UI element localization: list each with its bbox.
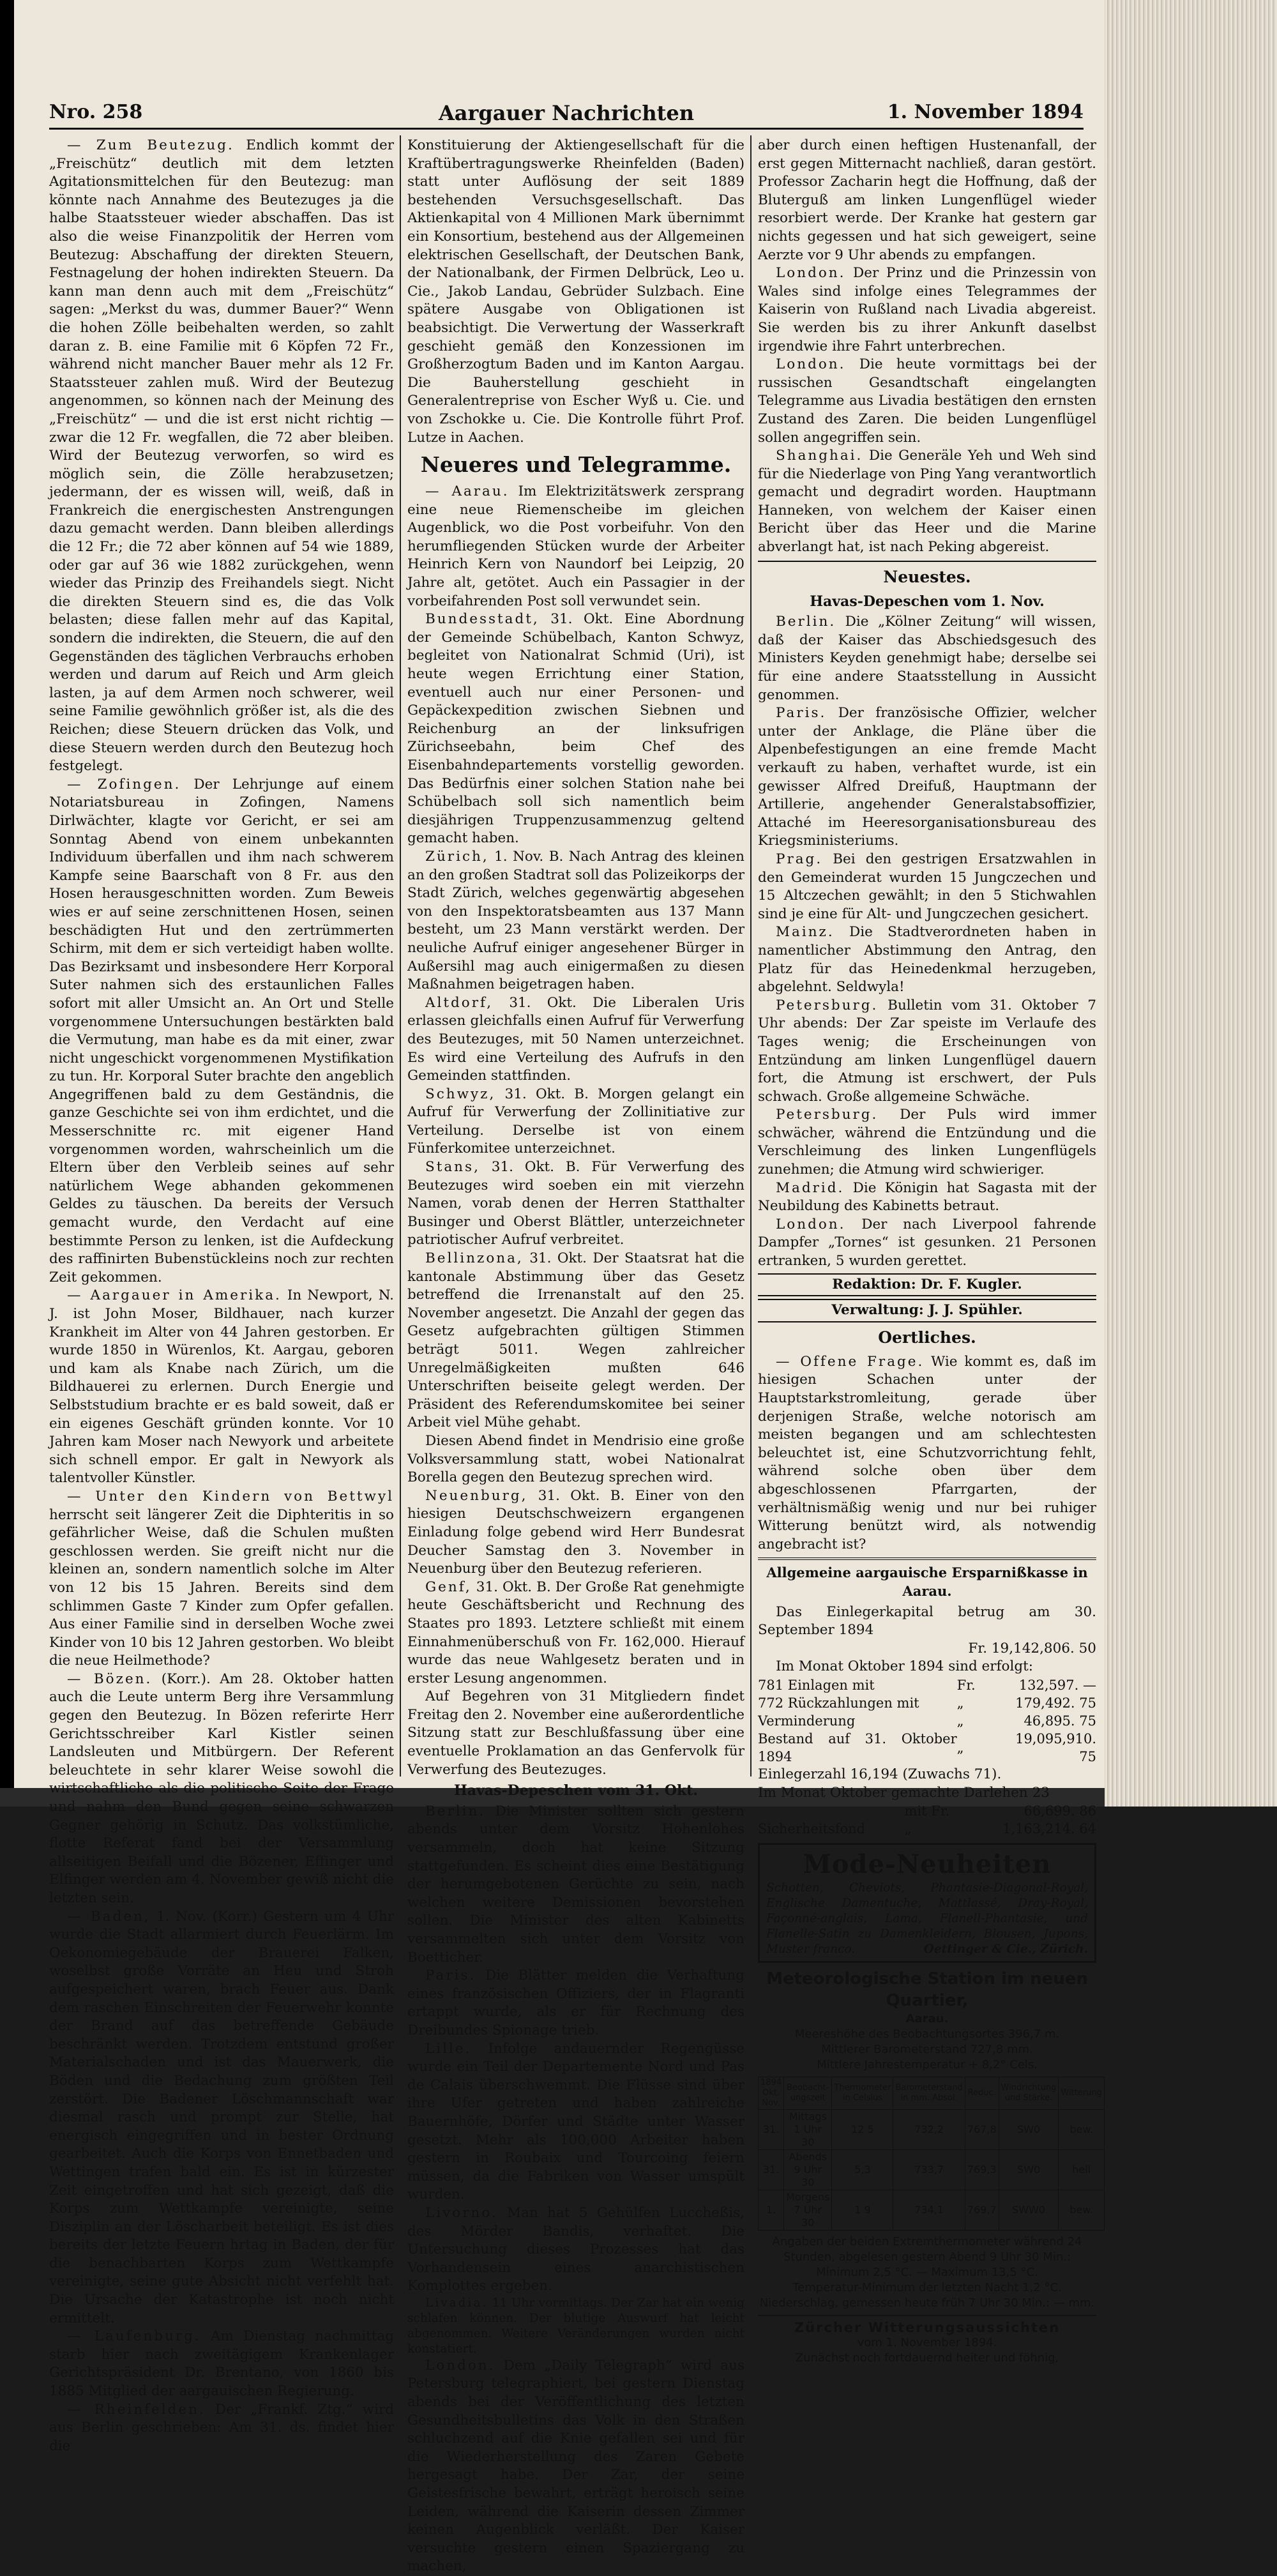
weather-footer: Angaben der beiden Extremthermometer während 24 Stunden, abgelesen gestern Abend 9 Uhr 30 Min.: (772, 2235, 1082, 2264)
weather-temp: 1 9 (832, 2190, 893, 2231)
bank-title: Allgemeine aargauische Ersparnißkasse in Aarau. (766, 1565, 1088, 1599)
bank-value: 1,163,214. 64 (1002, 1821, 1096, 1837)
news-text: Die „Kölner Zeitung“ will wissen, daß der Kaiser das Abschiedsgesuch des Ministers Keyden genehmigt habe; derselbe sei für eine andere Staatsstellung in Aussicht genommen. (758, 614, 1096, 703)
weather-col-wind: Windrichtung und Stärke. (999, 2077, 1059, 2110)
weather-wx: hell (1059, 2150, 1104, 2190)
section-heading-latest: Neuestes. (883, 567, 971, 586)
news-text: Auf Begehren von 31 Mitgliedern findet Freitag den 2. November eine außerordentliche Sitzung statt zur Beschlußfassung über eine eventuelle Proklamation an das Genfervolk für Verwerfung des Beutezuges. (407, 1688, 744, 1778)
news-text: Die Generäle Yeh und Weh sind für die Niederlage von Ping Yang verantwortlich gemacht und degradirt worden. Hauptmann Hanneken, von welchem der Kaiser einen Bericht über das Heer und die Marine abverlangt hat, ist nach Peking abgereist. (758, 448, 1096, 556)
news-item (758, 851, 1096, 923)
news-text: Dem „Daily Telegraph“ wird aus Petersburg telegraphiert, bei gestern Dienstag abends bei der Veröffentlichung des letzten Gesundheitsbulletins das Volk in den Straßen schluchzend auf die Knie gefallen sei und für die Wiederherstellung des Zaren Gebete hergesagt habe. Der Zar, der seine Geistesfrische bewahrt, erträgt heroisch seine Leiden, während die Kaiserin dessen Zimmer keinen Augenblick verläßt. Der Kaiser versuchte gestern einen Spaziergang zu machen, (407, 2357, 744, 2575)
bank-line: Im Monat Oktober 1894 sind erfolgt: (776, 1658, 1033, 1675)
weather-title: Meteorologische Station im neuen Quartier, (766, 1969, 1088, 2011)
weather-footer: Niederschlag, gemessen heute früh 7 Uhr 30 Min.: — mm. (759, 2296, 1095, 2310)
subheading-havas-1-nov: Havas-Depeschen vom 1. Nov. (810, 593, 1045, 610)
weather-wind: SWW0 (999, 2190, 1059, 2231)
weather-col-wx: Witterung (1059, 2077, 1104, 2110)
column-3 (758, 137, 1102, 2366)
news-text: 31. Okt. B. Einer von den hiesigen Deutschschweizern ergangenen Einladung folge gebend wird Herr Bundesrat Deucher Samstag den 3. November in Neuenburg über den Beutezug referieren. (407, 1487, 744, 1577)
bank-row (758, 1676, 1096, 1694)
news-keyword: London. (776, 1216, 846, 1232)
article-text: Der Lehrjunge auf einem Notariatsbureau in Zofingen, Namens Dirlwächter, klagte vor Gericht, er sei am Sonntag Abend von einem unbekannten Individuum überfallen und ihm nach schwerem Kampfe seine Baarschaft von 8 Fr. aus den Hosen herausgeschnitten worden. Zum Beweis wies er auf seine zerschnittenen Hosen, seinen beschädigten Hut und den zertrümmerten Schirm, mit dem er sich verteidigt haben wollte. Das Bezirksamt und insbesondere Herr Korporal Suter nahmen sich des erstaunlichen Falles sofort mit aller Umsicht an. An Ort und Stelle vorgenommene Untersuchungen bestärkten bald die Vermutung, man habe es da mit einer, zwar nicht ungeschickt vorgenommenen Mystifikation zu tun. Hr. Korporal Suter brachte den angeblich Angegriffenen bald zu dem Geständnis, die ganze Geschichte sei von ihm erdichtet, und die Messerschnitte rc. mit eigener Hand vorgenommen worden, wahrscheinlich um die Eltern über den Verbleib seines auf sehr natürlichem Wege abhanden gekommenen Geldes zu täuschen. Da bereits der Versuch gemacht wurde, den Verdacht auf eine bestimmte Person zu lenken, ist die Aufdeckung des raffinirten Bubenstückleins noch zur rechten Zeit gekommen. (49, 776, 394, 1285)
article-keyword: — Zofingen. (67, 776, 181, 792)
news-item (407, 1688, 744, 1779)
news-keyword: Paris. (425, 1967, 476, 1984)
local-keyword: — Offene Frage. (776, 1353, 925, 1370)
divider (758, 1557, 1096, 1560)
ad-sample-note: Muster franco. (766, 1943, 856, 1957)
forecast-text: Zunächst noch fortdauernd heiter und föhnig, (795, 2351, 1059, 2365)
article-zofingen (49, 776, 394, 1287)
article-keyword: — Rheinfelden. (67, 2401, 206, 2418)
bank-line: Das Einlegerkapital betrug am 30. September 1894 (758, 1603, 1096, 1639)
bank-value: 19,095,910. 75 (1015, 1731, 1096, 1764)
bank-value: 179,492. 75 (1015, 1695, 1096, 1711)
local-item (758, 1353, 1096, 1554)
bank-label (758, 1802, 904, 1820)
news-keyword: Mainz. (776, 924, 835, 941)
divider (758, 561, 1096, 562)
section-heading-local: Oertliches. (878, 1328, 976, 1347)
bank-row (758, 1820, 1096, 1838)
weather-abs: 732,2 (893, 2110, 965, 2150)
subheading-havas-31-okt: Havas-Depeschen vom 31. Okt. (453, 1782, 699, 1799)
ad-body (766, 1881, 1088, 1957)
divider (758, 2315, 1096, 2316)
weather-col-time: Beobacht-ungszeit (784, 2077, 832, 2110)
news-keyword: London. (776, 265, 846, 282)
ad-title: Mode-Neuheiten (803, 1849, 1052, 1880)
news-text: 31. Okt. Eine Abordnung der Gemeinde Schübelbach, Kanton Schwyz, begleitet von Nationalrat Schmid (Uri), ist heute wegen Errichtung einer Station, eventuell auch nur einer Personen- und Gepäckexpedition zwischen Siebnen und Reichenburg an der linksufrigen Zürichseebahn, beim Chef des Eisenbahndepartements vorstellig geworden. Das Bedürfnis einer solchen Station nahe bei Schübelbach soll sich namentlich beim diesjährigen Truppenzusammenzug geltend gemacht haben. (407, 611, 744, 847)
news-keyword: Petersburg. (776, 1107, 879, 1123)
weather-report (758, 1968, 1102, 2366)
article-keyword: — Unter den Kindern von Bettwyl (67, 1488, 394, 1504)
book-page-edges (1105, 0, 1277, 1807)
news-item (758, 1179, 1096, 1216)
news-keyword: Prag. (776, 851, 823, 867)
weather-day: 1. (759, 2190, 784, 2231)
news-text: 11 Uhr vormittags. Der Zar hat ein wenig schlafen können. Der blutige Auswurf hat leicht abgenommen. Weitere Veränderungen wurden nicht konstatiert. (407, 2296, 744, 2356)
bank-currency: „ (956, 1695, 964, 1711)
news-text: Die Minister sollten sich gestern abends unter dem Vorsitz Hohenlohes versammeln, doch hat keine Sitzung stattgefunden. Es scheint dies eine Bestätigung der herumgebotenen Gerüchte zu sein, nach welchen weitere Demissionen bevorstehen sollen. Die Minister des alten Kabinetts versammelten sich unter dem Vorsitz von Boetticher. (407, 1803, 744, 1966)
news-item (758, 356, 1096, 447)
news-item (407, 2296, 744, 2357)
column-rule (750, 135, 752, 1777)
news-text: Der Prinz und die Prinzessin von Wales sind infolge eines Telegrammes der Kaiserin von Rußland nach Livadia abgereist. Sie werden bis zu ihrer Ankunft daselbst irgendwie ihre Fahrt unterbrechen. (758, 265, 1096, 354)
bank-label: 772 Rückzahlungen mit (758, 1695, 919, 1711)
administration-credit: Verwaltung: J. J. Spühler. (758, 1299, 1096, 1322)
article-laufenburg (49, 2328, 394, 2400)
news-keyword: Schwyz, (425, 1086, 496, 1102)
article-rheinfelden (49, 2401, 394, 2456)
news-text: 31. Okt. B. Der Große Rat genehmigte heute Geschäftsbericht und Rechnung des Staates pro 1893. Letztere schließt mit einem Einnahmenüberschuß von Fr. 162,000. Hierauf wurde das neue Wahlgesetz beraten und in erster Lesung angenommen. (407, 1579, 744, 1686)
news-text: 1. Nov. B. Nach Antrag des kleinen an den großen Stadtrat soll das Polizeikorps der Stadt Zürich, welches gegenwärtig abgesehen von den Inspektoratsbeamten aus 137 Mann besteht, um 23 Mann verstärkt werden. Der neuliche Aufruf einiger angesehener Bürger in Außersihl mag auch einigermaßen zu diesen Maßnahmen beigetragen haben. (407, 848, 744, 993)
news-item (407, 848, 744, 994)
news-text: Der nach Liverpool fahrende Dampfer „Tornes“ ist gesunken. 21 Personen ertranken, 5 wurden gerettet. (758, 1216, 1096, 1269)
weather-place: Aarau. (905, 2012, 949, 2026)
weather-time: Mittags 1 Uhr 30 (784, 2110, 832, 2150)
weather-footer: Temperatur-Minimum der letzten Nacht 1,2 °C. (792, 2281, 1062, 2295)
news-text: 31. Okt. Die Liberalen Uris erlassen gleichfalls einen Aufruf für Verwerfung des Beutezuges, mit 50 Namen unterzeichnet. Es wird eine Verteilung des Aufrufs in den Gemeinden stattfinden. (407, 994, 744, 1084)
weather-wind: SW0 (999, 2110, 1059, 2150)
article-text: Am Dienstag nachmittag starb hier nach zweitägigem Krankenlager Gerichtspräsident Dr. Brentano, von 1860 bis 1885 Mitglied der aargauischen Regierung. (49, 2328, 394, 2400)
news-keyword: Lille. (425, 2040, 472, 2057)
news-item (758, 997, 1096, 1107)
bank-currency: Fr. (956, 1677, 976, 1693)
weather-abs: 734,1 (893, 2190, 965, 2231)
weather-day: 31. (759, 2110, 784, 2150)
news-item (758, 447, 1096, 557)
news-item (407, 1579, 744, 1688)
news-text: Im Elektrizitätswerk zersprang eine neue Riemenscheibe im gleichen Augenblick, wo die Post vorbeifuhr. Von den herumfliegenden Stücken wurde der Arbeiter Heinrich Kern von Naundorf bei Leipzig, 20 Jahre alt, getötet. Auch ein Passagier in der vorbeifahrenden Post soll verwundet sein. (407, 483, 744, 609)
weather-line: Mittlere Jahrestemperatur + 8,2° Cels. (817, 2058, 1038, 2072)
weather-line: Mittlerer Barometerstand 727,8 mm. (821, 2043, 1033, 2057)
news-item (407, 2357, 744, 2576)
weather-wx: bew. (1059, 2190, 1104, 2231)
news-item (758, 1106, 1096, 1179)
newspaper-name: Aargauer Nachrichten (438, 101, 695, 125)
bank-line: Im Monat Oktober gemachte Darlehen 23 (758, 1784, 1050, 1801)
weather-wind: SW0 (999, 2150, 1059, 2190)
weather-row (759, 2110, 1105, 2150)
bank-value: 132,597. — (1018, 1677, 1096, 1693)
bank-loan-figures (758, 1802, 1096, 1838)
bank-row (758, 1712, 1096, 1730)
news-text: Die heute vormittags bei der russischen Gesandtschaft eingelangten Telegramme aus Livadia bestätigen den ernsten Zustand des Zaren. Die beiden Lungenflügel sollen angegriffen sein. (758, 356, 1096, 446)
masthead (49, 101, 1084, 130)
editor-credit: Redaktion: Dr. F. Kugler. (758, 1273, 1096, 1297)
issue-number: Nro. 258 (49, 101, 143, 123)
news-item (758, 704, 1096, 851)
advertisement (758, 1843, 1096, 1963)
news-text: Die Stadtverordneten haben in namentlicher Abstimmung den Antrag, den Platz für das Heinedenkmal herzugeben, abgelehnt. Seldwyla! (758, 924, 1096, 996)
news-text: Bulletin vom 31. Oktober 7 Uhr abends: Der Zar speiste im Verlaufe des Tages wenig; die Erscheinungen von Entzündung am linken Lungenflügel dauern fort, die Atmung ist erschwert, der Puls schwach. Große allgemeine Schwäche. (758, 997, 1096, 1105)
article-continuation: Konstituierung der Aktiengesellschaft für die Kraftübertragungswerke Rheinfelden (Baden) statt unter Auflösung der seit 1889 bestehenden Versuchsgesellschaft. Das Aktienkapital von 4 Millionen Mark übernimmt ein Konsortium, bestehend aus der Allgemeinen elektrischen Gesellschaft, der Deutschen Bank, der Nationalbank, der Firmen Delbrück, Leo u. Cie., Jakob Landau, Gebrüder Sulzbach. Eine spätere Ausgabe von Obligationen ist beabsichtigt. Die Verwertung der Wasserkraft geschieht gemäß den Konzessionen im Großherzogtum Baden und im Kanton Aargau. Die Bauherstellung geschieht in Generalentreprise von Escher Wyß u. Cie. und von Zschokke u. Cie. Die Kontrolle führt Prof. Lutze in Aachen. (407, 137, 744, 446)
news-item (407, 2204, 744, 2296)
column-2 (407, 137, 744, 2576)
weather-col-date: 1894 Okt. Nov. (759, 2077, 784, 2110)
article-aargauer-amerika (49, 1287, 394, 1488)
weather-day: 31. (759, 2150, 784, 2190)
weather-red: 769,7 (965, 2190, 999, 2231)
weather-col-temp: Thermometer in Celsius (832, 2077, 893, 2110)
bank-label: Sicherheitsfond (758, 1821, 866, 1837)
bank-report (758, 1564, 1096, 1838)
news-item (407, 1803, 744, 1967)
ad-text: Schotten, Cheviots, Phantasie-Diagonal-Royal, Englische Damentuche, Mattlassé, Dray-Royal, Façonné-anglais, Lama, Flanell-Phantasie, und Flanelle-Satin zu Damenkleidern, Blousen, Jupons, (766, 1881, 1088, 1941)
news-text: 31. Okt. B. Für Verwerfung des Beutezuges wird soeben ein mit vierzehn Namen, vorab denen der Herren Statthalter Businger und Oberst Blättler, unterzeichneter patriotischer Aufruf verbreitet. (407, 1159, 744, 1248)
weather-row (759, 2190, 1105, 2231)
weather-time: Abends 9 Uhr 30 (784, 2150, 832, 2190)
news-item (407, 1432, 744, 1487)
local-text: Wie kommt es, daß im hiesigen Schachen unter der Hauptstarkstromleitung, gerade über derjenigen Straße, welche notorisch am meisten begangen und am schlechtesten beleuchtet ist, eine Schutzvorrichtung fehlt, während solche oben über dem abgeschlossenen Pfarrgarten, der verhältnismäßig wenig und nur bei ruhiger Witterung benützt wird, als notwendig angebracht ist? (758, 1353, 1096, 1552)
article-bettwyl (49, 1488, 394, 1671)
news-item (407, 483, 744, 610)
article-text: herrscht seit längerer Zeit die Diphteritis in so gefährlicher Weise, daß die Schulen mußten geschlossen werden. Sie greift nicht nur die kleinen an, sondern namentlich solche im Alter von 12 bis 15 Jahren. Bereits sind dem schlimmen Gaste 7 Kinder zum Opfer gefallen. Aus einer Familie sind in derselben Woche zwei Kinder von 10 bis 12 Jahren gestorben. Wo bleibt die neue Heilmethode? (49, 1506, 394, 1669)
weather-row (759, 2150, 1105, 2190)
article-keyword: — Laufenburg. (67, 2328, 201, 2345)
weather-footer: Minimum 2,5 °C. — Maximum 13,5 °C. (816, 2266, 1038, 2280)
news-keyword: Altdorf, (425, 994, 494, 1011)
bank-row (758, 1694, 1096, 1712)
article-text: In Newport, N. J. ist John Moser, Bildhauer, nach kurzer Krankheit im Alter von 44 Jahren gestorben. Er wurde 1850 in Würenlos, Kt. Aargau, geboren und kam als Knabe nach Zürich, um die Bildhauerei zu erlernen. Durch Energie und Selbststudium brachte er es bald soweit, daß er ein eigenes Geschäft gründen konnte. Vor 10 Jahren kam Moser nach Newyork und arbeitete sich schnell empor. Er galt in Newyork als talentvoller Künstler. (49, 1287, 395, 1487)
article-text: (Korr.). Am 28. Oktober hatten auch die Leute unterm Berg ihre Versammlung gegen den Beutezug. In Bözen referirte Herr Gerichtsschreiber Karl Kistler seinen Landsleuten und Mitbürgern. Der Referent beleuchtete in sehr klarer Weise sowohl die wirtschaftliche als die politische Seite der Frage und nahm den Bund gegen seine schwarzen Gegner gehörig in Schutz. Das volkstümliche, flotte Referat fand bei der Versammlung allseitigen Beifall und die Bözener, Effinger und Elfinger werden am 4. November gewiß nicht die letzten sein. (49, 1671, 394, 1906)
bank-row (758, 1802, 1096, 1820)
news-item (407, 1967, 744, 2040)
news-keyword: Livadia. (425, 2296, 488, 2310)
bank-label: Bestand auf 31. Oktober 1894 (758, 1731, 957, 1764)
weather-temp: 5,3 (832, 2150, 893, 2190)
bank-line-value: Fr. 19,142,806. 50 (968, 1640, 1096, 1656)
bank-label: Verminderung (758, 1713, 856, 1729)
article-beutezug (49, 137, 394, 776)
weather-red: 769,3 (965, 2150, 999, 2190)
bank-line: Einlegerzahl 16,194 (Zuwachs 71). (758, 1766, 1002, 1782)
news-item (407, 1487, 744, 1579)
weather-wx: bew. (1059, 2110, 1104, 2150)
news-text: Bei den gestrigen Ersatzwahlen in den Gemeinderat wurden 15 Jungczechen und 15 Altczechen gewählt; in den 5 Stichwahlen sind je eine für Alt- und Jungczechen gesichert. (758, 851, 1096, 922)
news-keyword: Berlin. (776, 614, 836, 630)
bank-currency: „ (904, 1821, 912, 1837)
news-text: 31. Okt. B. Morgen gelangt ein Aufruf für Verwerfung der Zollinitiative zur Verteilung. Derselbe ist von einem Fünferkomitee unterzeichnet. (407, 1086, 744, 1157)
scan-edge (0, 0, 14, 1807)
news-keyword: Berlin. (425, 1803, 486, 1819)
article-continuation: aber durch einen heftigen Hustenanfall, der erst gegen Mitternacht nachließ, daran gestört. Professor Zacharin hegt die Hoffnung, daß der Bluterguß am linken Lungenflügel wieder resorbiert werde. Der Kranke hat gestern gar nichts gegessen und hat sich geweigert, seine Aerzte vor 9 Uhr abends zu empfangen. (758, 137, 1096, 263)
article-keyword: — Zum Beutezug. (67, 137, 234, 153)
article-keyword: — Bözen. (67, 1671, 153, 1687)
weather-table (758, 2077, 1105, 2231)
news-item (758, 264, 1096, 356)
news-text: Der Puls wird immer schwächer, während die Entzündung und die Verschleimung des linken Lungenflügels zunehmen; die Atmung wird schwieriger. (758, 1107, 1096, 1178)
weather-abs: 733,7 (893, 2150, 965, 2190)
weather-col-abs: Barometerstand in mm. Absol. (893, 2077, 965, 2110)
news-keyword: Neuenburg, (425, 1487, 528, 1504)
article-text: Endlich kommt der „Freischütz“ deutlich mit dem letzten Agitationsmittelchen für den Beutezug: man könnte nach Annahme des Beutezuges ja die halbe Staatssteuer wieder abschaffen. Das ist also die weise Finanzpolitik der Herren vom Beutezug: Abschaffung der direkten Steuern, Festnagelung der hohen indirekten Steuern. Da kann man denn auch mit dem „Freischütz“ sagen: „Merkst du was, dummer Bauer?“ Wenn die hohen Zölle beibehalten werden, so zahlt daran z. B. eine Familie mit 6 Köpfen 72 Fr., während nicht mancher Bauer mehr als 12 Fr. Staatssteuer zahlen muß. Wird der Beutezug angenommen, so können nach der Meinung des „Freischütz“ — und die ist erst nicht richtig — zwar die 12 Fr. wegfallen, die 72 aber bleiben. Wird der Beutezug verworfen, so wird es möglich sein, die Zölle herabzusetzen; jedermann, der es wissen will, weiß, daß in Frankreich die energischesten Anstrengungen dazu gemacht werden. Dann bleiben allerdings die 12 Fr.; die 72 aber können auf 54 wie 1889, oder gar auf 36 wie 1882 zurückgehen, wenn wieder das Prinzip des Freihandels siegt. Nicht die direkten Steuern sind es, die das Volk belasten; diese fallen mehr auf das Kapital, sondern die indirekten, die Steuern, die auf den Gegenständen des täglichen Verbrauchs erhoben werden und darum auf Reich und Arm gleich lasten, ja auf dem Armen noch schwerer, weil seine Familie gewöhnlich größer ist, als die des Reichen; diese Steuern drücken das Volk, und diese Steuern werden durch den Beutezug hoch festgelegt. (49, 137, 394, 775)
news-item (407, 994, 744, 1086)
ad-firm: Oettinger & Cie., Zürich. (923, 1943, 1088, 1957)
news-keyword: — Aarau. (425, 483, 510, 500)
news-item (407, 2040, 744, 2204)
news-item (407, 610, 744, 848)
article-text: 1. Nov. (Korr.) Gestern um 4 Uhr wurde die Stadt allarmiert durch Feuerlärm. Im Oekonomiegebäude der Brauerei Falken, woselbst große Vorräte an Heu und Stroh aufgespeichert waren, brach Feuer aus. Dank dem raschen Einschreiten der Feuerwehr konnte der Brand auf das betreffende Gebäude beschränkt werden. Trotzdem entstund großer Materialschaden und ist das Mauerwerk, die Böden und die Bedachung zum größten Teil zerstört. Die Badener Löschmannschaft war diesmal rasch und prompt zur Stelle, hat energisch eingegriffen und in bester Ordnung gearbeitet. Auch die Korps von Ennetbaden und Wettingen trafen bald ein. Es ist in kürzester Zeit eingetroffen und hat sich gezeigt, daß die Korps zum Wettkampfe vereinigte, seine Disziplin an der Löscharbeit beteiligt. Es ist dies bereits der letzte Feuern hrtag in Baden, der für die benachbarten Korps zum Wettkampfe vereinigte, seine gute Absicht nicht verfehlt hat. Die Ursache der Katastrophe ist noch nicht ermittelt. (49, 1908, 394, 2326)
news-keyword: Paris. (776, 705, 827, 722)
column-rule (400, 135, 401, 1777)
news-keyword: Shanghai. (776, 448, 863, 464)
news-keyword: Genf, (425, 1579, 472, 1595)
news-keyword: Bellinzona, (425, 1250, 524, 1267)
column-1 (49, 137, 394, 2455)
forecast-title: Zürcher Witterungsaussichten (794, 2320, 1061, 2336)
news-item (407, 1250, 744, 1432)
news-keyword: Bundesstadt, (425, 611, 540, 628)
bank-currency: „ (956, 1713, 964, 1729)
weather-temp: 12 5 (832, 2110, 893, 2150)
news-text: Der französische Offizier, welcher unter der Anklage, die Pläne über die Alpenbefestigungen an eine fremde Macht verkauft zu haben, verhaftet wurde, ist ein gewisser Alfred Dreifuß, Hauptmann der Artillerie, angehender Generalstabsoffizier, Attaché im Heeresorganisationsbureau des Kriegsministeriums. (758, 705, 1096, 849)
news-item (758, 613, 1096, 704)
article-keyword: — Baden, (67, 1908, 151, 1925)
article-text: Der „Frankf. Ztg.“ wird aus Berlin geschrieben: Am 31. ds. findet hier die (49, 2401, 394, 2454)
news-text: Infolge andauernder Regengüsse wurde ein Teil der Departemente Nord und Pas de Calais überschwemmt. Die Flüsse sind über ihre Ufer getreten und haben zahlreiche Bauernhöfe, Dörfer und Städte unter Wasser gesetzt. Mehr als 100,000 Arbeiter haben gestern in Roubaix und Tourcoing feiern müssen, da die Fabriken von Wasser umspült wurden. (407, 2040, 744, 2203)
bank-value: 46,895. 75 (1024, 1713, 1096, 1729)
news-keyword: Stans, (425, 1159, 480, 1176)
news-keyword: London. (776, 356, 846, 373)
weather-col-red: Reduc. (965, 2077, 999, 2110)
news-keyword: London. (425, 2357, 495, 2374)
news-item (407, 1086, 744, 1158)
bank-row (758, 1730, 1096, 1766)
bank-value: 66,699. 86 (1024, 1803, 1096, 1819)
news-text: Man hat 5 Gehülfen Luccheßis, des Mörder Bandis, verhaftet. Die Untersuchung dieses Prozesses hat das Vorhandensein eines anarchistischen Komplottes ergeben. (407, 2204, 744, 2294)
issue-date: 1. November 1894 (887, 101, 1084, 123)
news-text: Diesen Abend findet in Mendrisio eine große Volksversammlung statt, wobei Nationalrat Borella gegen den Beutezug sprechen wird. (407, 1432, 744, 1486)
bank-label: 781 Einlagen mit (758, 1677, 875, 1693)
news-item (407, 1158, 744, 1250)
news-keyword: Madrid. (776, 1179, 845, 1196)
news-text: Die Blätter melden die Verhaftung eines französischen Offiziers, der in Flagranti ertappt wurde, als er für Rechnung des Dreibundes Spionage trieb. (407, 1967, 744, 2038)
news-item (758, 1216, 1096, 1271)
weather-time: Morgens 7 Uhr 30 (784, 2190, 832, 2231)
weather-red: 767,8 (965, 2110, 999, 2150)
section-heading-news: Neueres und Telegramme. (420, 452, 732, 478)
bank-currency: mit Fr. (904, 1803, 950, 1819)
bank-currency: „ (956, 1739, 964, 1755)
news-text: Die Königin hat Sagasta mit der Neubildung des Kabinetts betraut. (758, 1179, 1096, 1215)
article-keyword: — Aargauer in Amerika. (67, 1287, 282, 1304)
news-keyword: Petersburg. (776, 997, 879, 1013)
news-item (758, 923, 1096, 996)
article-baden (49, 1908, 394, 2328)
weather-line: Meereshöhe des Beobachtungsortes 396,7 m. (794, 2027, 1060, 2042)
forecast-date: vom 1. November 1894. (857, 2336, 997, 2350)
bank-figures (758, 1676, 1096, 1766)
news-keyword: Zürich, (425, 848, 489, 865)
article-boezen (49, 1671, 394, 1908)
masthead-rule (49, 128, 1084, 130)
news-text: 31. Okt. Der Staatsrat hat die kantonale Abstimmung über das Gesetz betreffend die Irrenanstalt auf den 25. November angesetzt. Die Anzahl der gegen das Gesetz aufgebrachten gültigen Stimmen beträgt 5011. Wegen zahlreicher Unregelmäßigkeiten mußten 646 Unterschriften beiseite gelegt werden. Der Präsident des Referendumskomitee bei seiner Arbeit viel Mühe gehabt. (407, 1250, 744, 1431)
weather-header-row (759, 2077, 1105, 2110)
newspaper-page (14, 0, 1105, 2575)
news-keyword: Livorno. (425, 2204, 498, 2221)
